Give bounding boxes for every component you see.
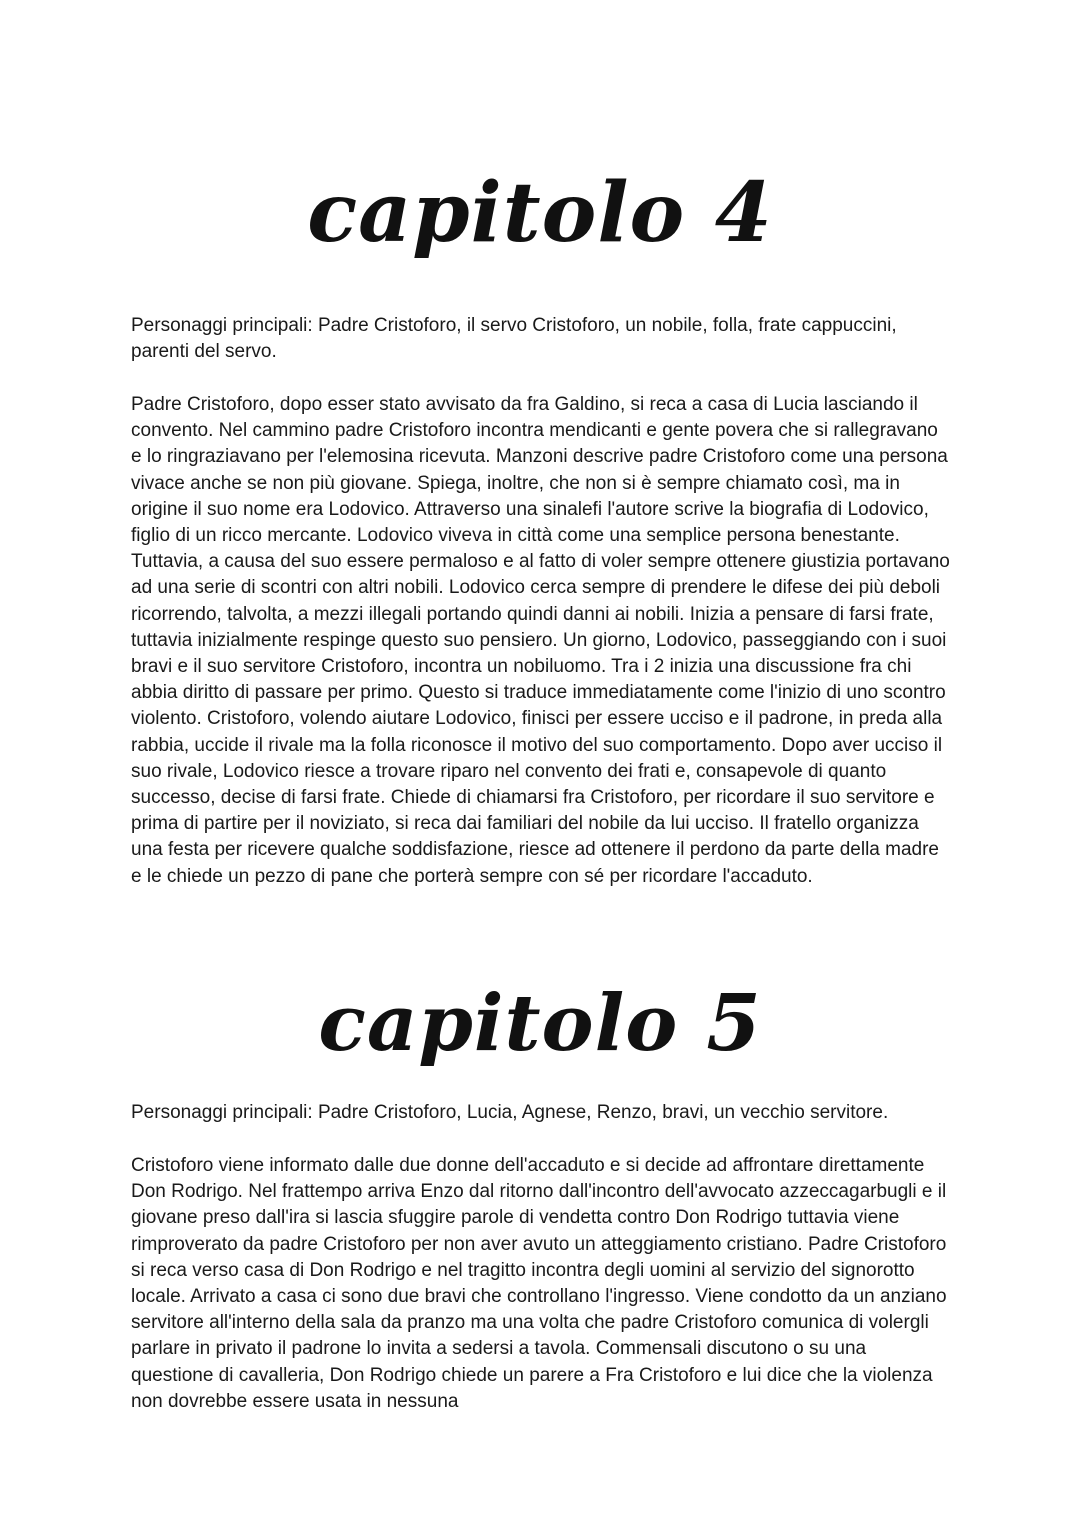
chapter-4-body: Padre Cristoforo, dopo esser stato avvisato da fra Galdino, si reca a casa di Lucia lasciando il convento. Nel cammino padre Cristoforo incontra mendicanti e gente povera che si rallegravano e lo ringraziavano per l'elemosina ricevuta. Manzoni descrive padre Cristoforo come una persona vivace anche se non più giovane. Spiega, inoltre, che non si è sempre chiamato così, ma in origine il suo nome era Lodovico. Attraverso una sinalefi l'autore scrive la biografia di Lodovico, figlio di un ricco mercante. Lodovico viveva in città come una semplice persona benestante. Tuttavia, a causa del suo essere permaloso e al fatto di voler sempre ottenere giustizia portavano ad una serie di scontri con altri nobili. Lodovico cerca sempre di prendere le difese dei più deboli ricorrendo, talvolta, a mezzi illegali portando quindi danni ai nobili. Inizia a pensare di farsi frate, tuttavia inizialmente respinge questo suo pensiero. Un giorno, Lodovico, passeggiando con i suoi bravi e il suo servitore Cristoforo, incontra un nobiluomo. Tra i 2 inizia una discussione fra chi abbia diritto di passare per primo. Questo si traduce immediatamente come l'inizio di uno scontro violento. Cristoforo, volendo aiutare Lodovico, finisci per essere ucciso e il padrone, in preda alla rabbia, uccide il rivale ma la folla riconosce il motivo del suo comportamento. Dopo aver ucciso il suo rivale, Lodovico riesce a trovare riparo nel convento dei frati e, consapevole di quanto successo, decise di farsi frate. Chiede di chiamarsi fra Cristoforo, per ricordare il suo servitore e prima di partire per il noviziato, si reca dai familiari del nobile da lui ucciso. Il fratello organizza una festa per ricevere qualche soddisfazione, riesce ad ottenere il perdono da parte della madre e le chiede un pezzo di pane che porterà sempre con sé per ricordare l'accaduto.: [131, 394, 950, 887]
chapter-5-body: Cristoforo viene informato dalle due donne dell'accaduto e si decide ad affrontare direttamente Don Rodrigo. Nel frattempo arriva Enzo dal ritorno dall'incontro dell'avvocato azzeccagarbugli e il giovane preso dall'ira si lascia sfuggire parole di vendetta contro Don Rodrigo tuttavia viene rimproverato da padre Cristoforo per non aver avuto un atteggiamento cristiano. Padre Cristoforo si reca verso casa di Don Rodrigo e nel tragitto incontra degli uomini al servizio del signorotto locale. Arrivato a casa ci sono due bravi che controllano l'ingresso. Viene condotto da un anziano servitore all'interno della sala da pranzo ma una volta che padre Cristoforo comunica di volergli parlare in privato il padrone lo invita a sedersi a tavola. Commensali discutono o su una questione di cavalleria, Don Rodrigo chiede un parere a Fra Cristoforo e lui dice che la violenza non dovrebbe essere usata in nessuna: [131, 1155, 947, 1412]
chapter-5-heading: capitolo 5: [318, 978, 762, 1069]
chapter-5-characters: Personaggi principali: Padre Cristoforo, Lucia, Agnese, Renzo, bravi, un vecchio servitore.: [131, 1102, 889, 1123]
chapter-4-characters: Personaggi principali: Padre Cristoforo, il servo Cristoforo, un nobile, folla, frate cappuccini, parenti del servo.: [131, 315, 897, 363]
chapter-4-heading: capitolo 4: [307, 165, 773, 261]
